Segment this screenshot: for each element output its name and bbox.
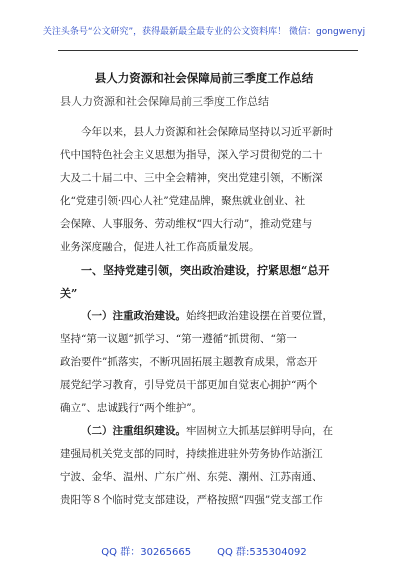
intro-line: 会保障、人事服务、劳动维权“四大行动”，推动党建与 [60, 218, 313, 230]
header-divider [58, 50, 358, 51]
document-title: 县人力资源和社会保障局前三季度工作总结 [94, 71, 314, 85]
item-line: 贵阳等８个临时党支部建设，严格按照“四强”党支部工作 [60, 494, 323, 506]
section-heading-1 [60, 259, 360, 305]
intro-line: 大及二十届二中、三中全会精神，突出党建引领，不断深 [60, 172, 323, 184]
item-first-line [60, 420, 360, 443]
item-line: 展党纪学习教育，引导党员干部更加自觉衷心拥护“两个 [60, 379, 318, 391]
intro-paragraph [60, 121, 360, 259]
document-subtitle: 县人力资源和社会保障局前三季度工作总结 [60, 95, 269, 108]
intro-line: 代中国特色社会主义思想为指导，深入学习贯彻党的二十 [60, 149, 323, 161]
section-heading-line: 一、坚持党建引领，突出政治建设，拧紧思想“总开 [81, 264, 330, 277]
item-lead: （一）注重政治建设。 [81, 310, 186, 322]
intro-line: 业务深度融合，促进人社工作高质量发展。 [60, 241, 260, 253]
footer-contact [0, 543, 408, 558]
item-paragraph-1 [60, 305, 360, 420]
intro-line: 化“党建引领·四心人社”党建品牌，聚焦就业创业、社 [60, 195, 306, 207]
section-heading-line: 关” [60, 287, 78, 300]
item-line: 确立”、忠诚践行“两个维护”。 [60, 402, 203, 414]
item-text: 牢固树立大抓基层鲜明导向，在 [186, 425, 333, 437]
footer-qq-group-1: QQ 群：30265665 [101, 547, 192, 558]
footer-qq-group-2: QQ 群:535304092 [217, 547, 307, 558]
item-line: 宁波、金华、温州、广东广州、东莞、潮州、江苏南通、 [60, 471, 323, 483]
item-line: 坚持“第一议题”抓学习、“第一遵循”抓贯彻、“第一 [60, 333, 297, 345]
item-lead: （二）注重组织建设。 [81, 425, 186, 437]
intro-line: 今年以来，县人力资源和社会保障局坚持以习近平新时 [81, 126, 333, 138]
item-line: 建强局机关党支部的同时，持续推进驻外劳务协作站浙江 [60, 448, 323, 460]
header-promo-note: 关注头条号“公文研究”，获得最新最全最专业的公文资料库！ 微信：gongwenyj [42, 27, 366, 37]
item-paragraph-2 [60, 420, 360, 512]
item-text: 始终把政治建设摆在首要位置， [186, 310, 333, 322]
item-first-line [60, 305, 360, 328]
item-line: 政治要件”抓落实，不断巩固拓展主题教育成果，常态开 [60, 356, 318, 368]
